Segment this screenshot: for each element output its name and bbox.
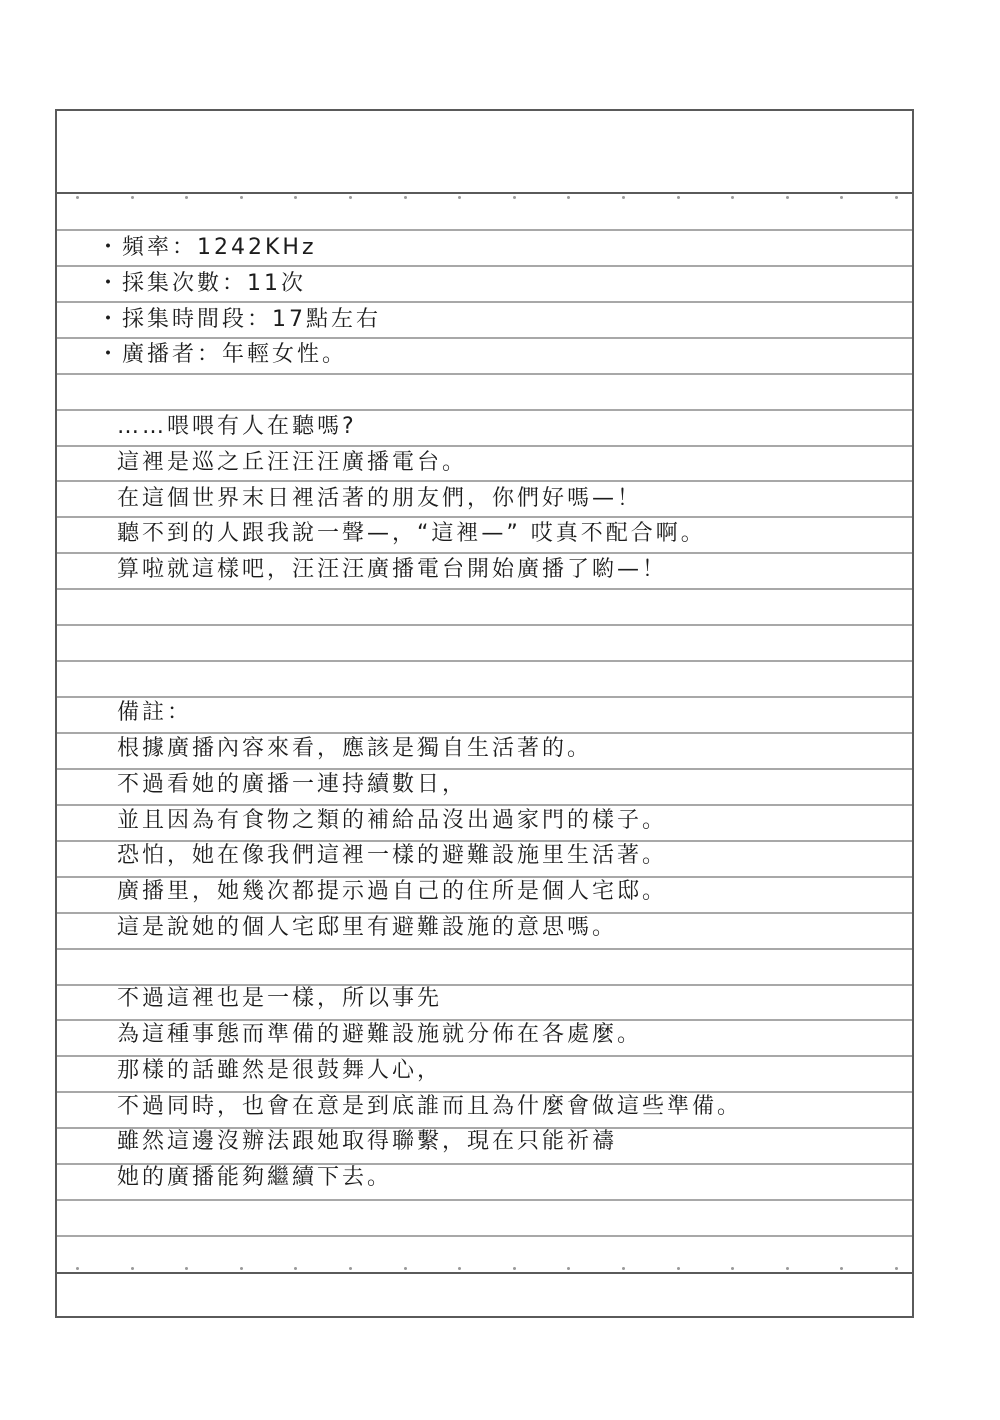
guide-dot xyxy=(294,196,297,199)
guide-dot xyxy=(404,1267,407,1270)
guide-dot xyxy=(185,196,188,199)
page-footer-band xyxy=(57,1272,912,1318)
page-header-band xyxy=(57,111,912,194)
header-dot-row xyxy=(57,196,912,200)
broadcast-line: 在這個世界末日裡活著的朋友們，你們好嗎—！ xyxy=(117,486,643,511)
broadcast-line: ……喂喂有人在聽嗎? xyxy=(117,414,357,439)
footer-dot-row xyxy=(57,1267,912,1271)
guide-dot xyxy=(458,196,461,199)
notes-line: 根據廣播內容來看，應該是獨自生活著的。 xyxy=(117,736,593,761)
guide-dot xyxy=(786,1267,789,1270)
notes-line: 這是說她的個人宅邸里有避難設施的意思嗎。 xyxy=(117,915,618,940)
guide-dot xyxy=(786,196,789,199)
info-frequency: ・頻率：1242KHz xyxy=(97,235,317,260)
guide-dot xyxy=(458,1267,461,1270)
guide-dot xyxy=(677,1267,680,1270)
info-broadcaster: ・廣播者：年輕女性。 xyxy=(97,342,348,367)
guide-dot xyxy=(513,196,516,199)
ruled-line xyxy=(57,588,912,590)
ruled-line xyxy=(57,660,912,662)
ruled-line xyxy=(57,948,912,950)
guide-dot xyxy=(567,1267,570,1270)
info-sample-count: ・採集次數：11次 xyxy=(97,271,306,296)
notes-line: 不過看她的廣播一連持續數日， xyxy=(117,772,468,797)
notebook-page xyxy=(55,109,914,1318)
guide-dot xyxy=(895,196,898,199)
closing-line: 她的廣播能夠繼續下去。 xyxy=(117,1165,393,1190)
guide-dot xyxy=(240,1267,243,1270)
guide-dot xyxy=(567,196,570,199)
closing-line: 為這種事態而準備的避難設施就分佈在各處麼。 xyxy=(117,1022,643,1047)
guide-dot xyxy=(622,1267,625,1270)
guide-dot xyxy=(349,1267,352,1270)
guide-dot xyxy=(131,1267,134,1270)
guide-dot xyxy=(131,196,134,199)
notes-line: 並且因為有食物之類的補給品沒出過家門的樣子。 xyxy=(117,808,668,833)
notes-line: 恐怕，她在像我們這裡一樣的避難設施里生活著。 xyxy=(117,843,668,868)
guide-dot xyxy=(349,196,352,199)
guide-dot xyxy=(240,196,243,199)
info-time-period: ・採集時間段：17點左右 xyxy=(97,307,381,332)
guide-dot xyxy=(677,196,680,199)
ruled-line xyxy=(57,624,912,626)
notes-line: 廣播里，她幾次都提示過自己的住所是個人宅邸。 xyxy=(117,879,668,904)
closing-line: 那樣的話雖然是很鼓舞人心， xyxy=(117,1058,443,1083)
guide-dot xyxy=(731,1267,734,1270)
broadcast-line: 算啦就這樣吧，汪汪汪廣播電台開始廣播了喲—！ xyxy=(117,557,668,582)
ruled-line xyxy=(57,1235,912,1237)
ruled-line xyxy=(57,373,912,375)
guide-dot xyxy=(840,196,843,199)
guide-dot xyxy=(622,196,625,199)
notes-title: 備註： xyxy=(117,700,193,725)
guide-dot xyxy=(840,1267,843,1270)
closing-line: 不過這裡也是一樣，所以事先 xyxy=(117,986,443,1011)
guide-dot xyxy=(513,1267,516,1270)
closing-line: 雖然這邊沒辦法跟她取得聯繫，現在只能祈禱 xyxy=(117,1129,618,1154)
guide-dot xyxy=(294,1267,297,1270)
closing-line: 不過同時，也會在意是到底誰而且為什麼會做這些準備。 xyxy=(117,1094,743,1119)
guide-dot xyxy=(404,196,407,199)
guide-dot xyxy=(731,196,734,199)
broadcast-line: 這裡是巡之丘汪汪汪廣播電台。 xyxy=(117,450,468,475)
guide-dot xyxy=(895,1267,898,1270)
broadcast-line: 聽不到的人跟我說一聲—，“這裡—” 哎真不配合啊。 xyxy=(117,521,706,546)
guide-dot xyxy=(76,196,79,199)
ruled-line xyxy=(57,1199,912,1201)
guide-dot xyxy=(76,1267,79,1270)
guide-dot xyxy=(185,1267,188,1270)
